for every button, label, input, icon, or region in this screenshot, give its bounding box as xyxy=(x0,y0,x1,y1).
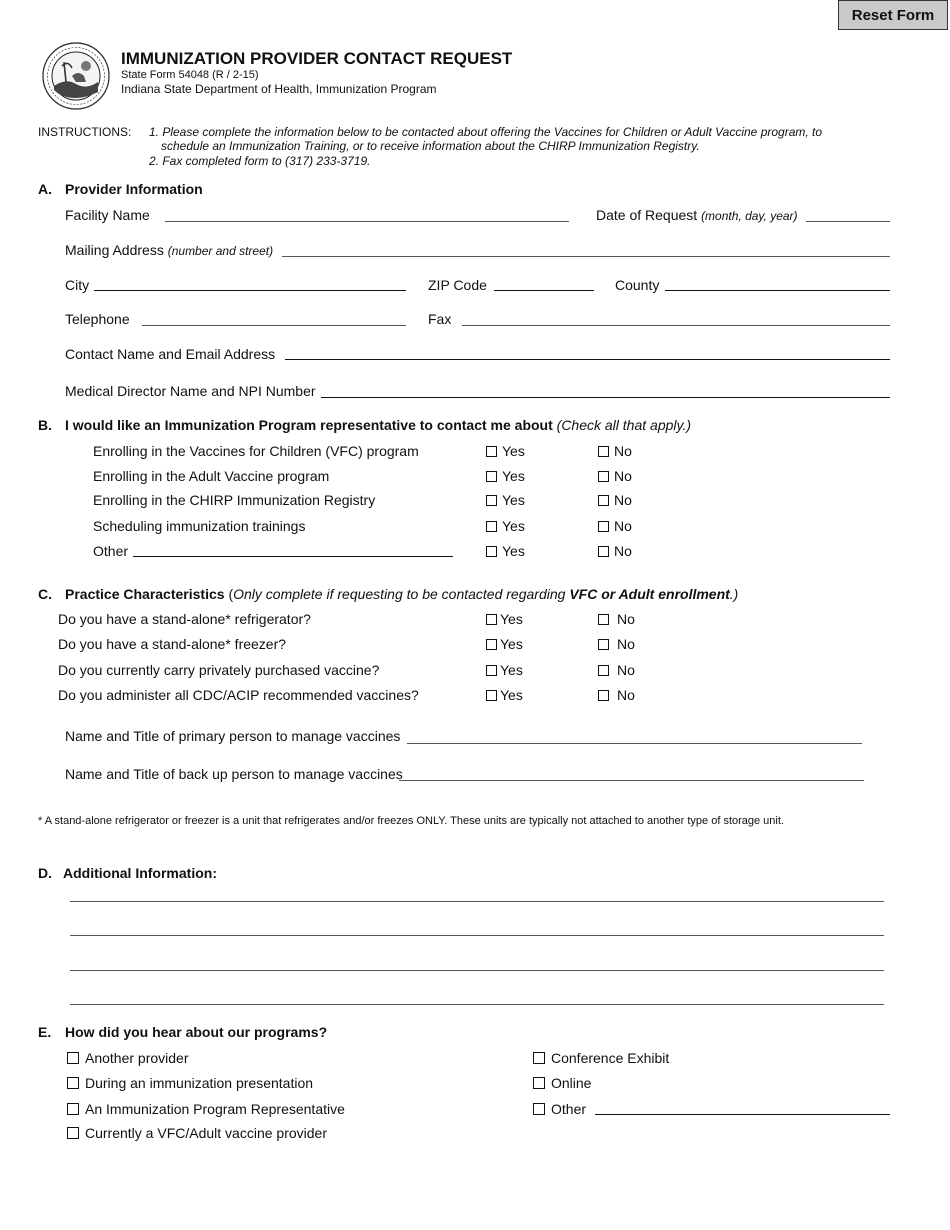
source-option-label: Another provider xyxy=(85,1050,189,1066)
trainings-no-checkbox[interactable] xyxy=(598,521,609,532)
yes-label: Yes xyxy=(500,687,523,703)
instructions-line-1: 1. Please complete the information below to be contacted about offering the Vaccines for Children or Adult Vaccine program, to xyxy=(149,125,823,139)
source-option-label: An Immunization Program Representative xyxy=(85,1101,345,1117)
practice-question: Do you have a stand-alone* refrigerator? xyxy=(58,611,311,627)
source-option-label: During an immunization presentation xyxy=(85,1075,314,1091)
no-label: No xyxy=(614,443,632,459)
yes-label: Yes xyxy=(500,662,523,678)
vfc-enroll-yes-checkbox[interactable] xyxy=(486,446,497,457)
contact-topic-label: Enrolling in the Adult Vaccine program xyxy=(93,468,330,484)
backup-person-label: Name and Title of back up person to manage vaccines xyxy=(65,766,403,782)
yes-label: Yes xyxy=(502,492,525,508)
yes-label: Yes xyxy=(500,636,523,652)
primary-person-field[interactable] xyxy=(407,743,862,744)
date-of-request-field[interactable] xyxy=(806,221,890,222)
no-label: No xyxy=(614,492,632,508)
section-b-letter: B. xyxy=(38,417,52,433)
source-option-label: Other xyxy=(551,1101,587,1117)
backup-person-field[interactable] xyxy=(399,780,864,781)
department-name: Indiana State Department of Health, Immunization Program xyxy=(121,82,437,96)
chirp-enroll-yes-checkbox[interactable] xyxy=(486,495,497,506)
yes-label: Yes xyxy=(502,468,525,484)
section-e-title: How did you hear about our programs? xyxy=(65,1024,328,1040)
vfc-enroll-no-checkbox[interactable] xyxy=(598,446,609,457)
freezer-no-checkbox[interactable] xyxy=(598,639,609,650)
mailing-address-label: Mailing Address (number and street) xyxy=(65,242,274,258)
primary-person-label: Name and Title of primary person to manage vaccines xyxy=(65,728,401,744)
cdc-vaccines-yes-checkbox[interactable] xyxy=(486,690,497,701)
instructions-label: INSTRUCTIONS: xyxy=(38,125,132,139)
county-field[interactable] xyxy=(665,290,890,291)
zip-label: ZIP Code xyxy=(428,277,487,293)
conference-exhibit-checkbox[interactable] xyxy=(533,1052,545,1064)
additional-info-line[interactable] xyxy=(70,935,884,936)
private-vaccine-no-checkbox[interactable] xyxy=(598,665,609,676)
private-vaccine-yes-checkbox[interactable] xyxy=(486,665,497,676)
practice-question: Do you have a stand-alone* freezer? xyxy=(58,636,287,652)
source-option-label: Online xyxy=(551,1075,592,1091)
yes-label: Yes xyxy=(502,543,525,559)
presentation-checkbox[interactable] xyxy=(67,1077,79,1089)
practice-question: Do you currently carry privately purchased vaccine? xyxy=(58,662,380,678)
instructions-line-1b: schedule an Immunization Training, or to receive information about the CHIRP Immunization Registry. xyxy=(161,139,700,153)
program-rep-checkbox[interactable] xyxy=(67,1103,79,1115)
yes-label: Yes xyxy=(502,443,525,459)
section-b-title: I would like an Immunization Program representative to contact me about (Check all that apply.) xyxy=(65,417,692,433)
additional-info-line[interactable] xyxy=(70,1004,884,1005)
city-label: City xyxy=(65,277,90,293)
refrigerator-no-checkbox[interactable] xyxy=(598,614,609,625)
source-option-label: Conference Exhibit xyxy=(551,1050,670,1066)
facility-name-label: Facility Name xyxy=(65,207,150,223)
section-c-title: Practice Characteristics (Only complete if requesting to be contacted regarding VFC or Adult enrollment.) xyxy=(65,586,739,602)
contact-label: Contact Name and Email Address xyxy=(65,346,276,362)
practice-question: Do you administer all CDC/ACIP recommended vaccines? xyxy=(58,687,419,703)
other-source-checkbox[interactable] xyxy=(533,1103,545,1115)
other-topic-field[interactable] xyxy=(133,556,453,557)
source-option-label: Currently a VFC/Adult vaccine provider xyxy=(85,1125,327,1141)
no-label: No xyxy=(614,543,632,559)
yes-label: Yes xyxy=(502,518,525,534)
current-provider-checkbox[interactable] xyxy=(67,1127,79,1139)
another-provider-checkbox[interactable] xyxy=(67,1052,79,1064)
contact-topic-label: Other xyxy=(93,543,129,559)
online-checkbox[interactable] xyxy=(533,1077,545,1089)
zip-field[interactable] xyxy=(494,290,594,291)
telephone-label: Telephone xyxy=(65,311,130,327)
contact-topic-label: Scheduling immunization trainings xyxy=(93,518,306,534)
adult-enroll-no-checkbox[interactable] xyxy=(598,471,609,482)
other-topic-no-checkbox[interactable] xyxy=(598,546,609,557)
section-a-letter: A. xyxy=(38,181,52,197)
city-field[interactable] xyxy=(94,290,406,291)
form-number: State Form 54048 (R / 2-15) xyxy=(121,69,259,81)
mailing-address-field[interactable] xyxy=(282,256,890,257)
reset-form-button[interactable]: Reset Form xyxy=(838,0,948,30)
fax-field[interactable] xyxy=(462,325,890,326)
section-d-letter: D. xyxy=(38,865,52,881)
section-e-letter: E. xyxy=(38,1024,52,1040)
trainings-yes-checkbox[interactable] xyxy=(486,521,497,532)
freezer-yes-checkbox[interactable] xyxy=(486,639,497,650)
no-label: No xyxy=(614,518,632,534)
state-seal-icon xyxy=(42,42,110,110)
instructions-line-2: 2. Fax completed form to (317) 233-3719. xyxy=(149,154,371,168)
additional-info-line[interactable] xyxy=(70,901,884,902)
adult-enroll-yes-checkbox[interactable] xyxy=(486,471,497,482)
date-of-request-label: Date of Request (month, day, year) xyxy=(596,207,798,223)
contact-field[interactable] xyxy=(285,359,890,360)
chirp-enroll-no-checkbox[interactable] xyxy=(598,495,609,506)
other-source-field[interactable] xyxy=(595,1114,890,1115)
other-topic-yes-checkbox[interactable] xyxy=(486,546,497,557)
county-label: County xyxy=(615,277,660,293)
section-c-letter: C. xyxy=(38,586,52,602)
footnote: * A stand-alone refrigerator or freezer is a unit that refrigerates and/or freezes ONLY. These units are typically not attached to another type of storage unit. xyxy=(38,815,784,827)
cdc-vaccines-no-checkbox[interactable] xyxy=(598,690,609,701)
page-title: IMMUNIZATION PROVIDER CONTACT REQUEST xyxy=(121,49,513,68)
fax-label: Fax xyxy=(428,311,452,327)
section-d-title: Additional Information: xyxy=(63,865,217,881)
no-label: No xyxy=(617,687,635,703)
no-label: No xyxy=(617,662,635,678)
section-a-title: Provider Information xyxy=(65,181,203,197)
contact-topic-label: Enrolling in the CHIRP Immunization Registry xyxy=(93,492,376,508)
refrigerator-yes-checkbox[interactable] xyxy=(486,614,497,625)
facility-name-field[interactable] xyxy=(165,221,569,222)
no-label: No xyxy=(614,468,632,484)
yes-label: Yes xyxy=(500,611,523,627)
medical-director-field[interactable] xyxy=(321,397,890,398)
no-label: No xyxy=(617,611,635,627)
telephone-field[interactable] xyxy=(142,325,406,326)
medical-director-label: Medical Director Name and NPI Number xyxy=(65,383,316,399)
additional-info-line[interactable] xyxy=(70,970,884,971)
contact-topic-label: Enrolling in the Vaccines for Children (VFC) program xyxy=(93,443,419,459)
no-label: No xyxy=(617,636,635,652)
